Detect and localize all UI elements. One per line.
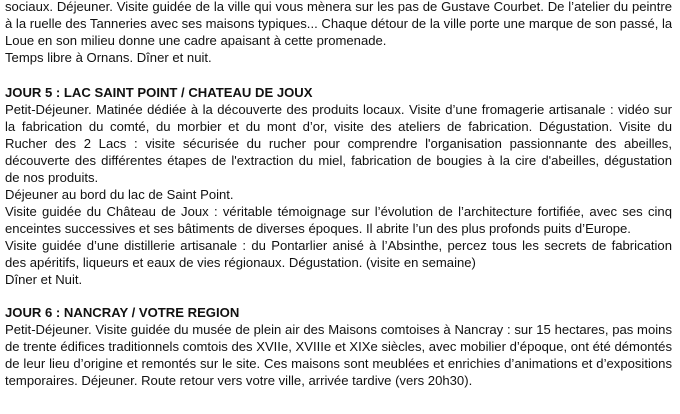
text-line: enceintes successives et ses bâtiments de diverses époques. Il abrite l’un des plus profonds puits d’Europe. — [5, 221, 631, 236]
intro-paragraph — [5, 0, 672, 66]
spacer — [5, 66, 672, 84]
text-line: Petit-Déjeuner. Matinée dédiée à la découverte des produits locaux. Visite d’une fromagerie artisanale : vidéo sur — [5, 102, 672, 117]
text-line: découverte des différentes étapes de l'extraction du miel, fabrication de bougies à la cire d'abeilles, dégustation — [5, 153, 672, 168]
day6-heading: JOUR 6 : NANCRAY / VOTRE REGION — [5, 305, 240, 320]
day5-heading: JOUR 5 : LAC SAINT POINT / CHATEAU DE JOUX — [5, 85, 313, 100]
text-line: à la ruelle des Tanneries avec ses maisons typiques... Chaque détour de la ville porte une marque de son passé, la — [5, 16, 672, 31]
text-line: Visite guidée d’une distillerie artisanale : du Pontarlier anisé à l’Absinthe, percez tous les secrets de fabrication — [5, 238, 672, 253]
text-line: des apéritifs, liqueurs et eaux de vies régionaux. Dégustation. (visite en semaine) — [5, 255, 476, 270]
day5-section — [5, 84, 672, 288]
text-line: Rucher des 2 Lacs : visite sécurisée du rucher pour comprendre l'organisation passionnante des abeilles, — [5, 136, 672, 151]
text-line: Temps libre à Ornans. Dîner et nuit. — [5, 50, 212, 65]
text-line: Loue en son milieu donne une cadre apaisant à cette promenade. — [5, 33, 387, 48]
text-line: sociaux. Déjeuner. Visite guidée de la ville qui vous mènera sur les pas de Gustave Courbet. De l’atelier du peintre — [5, 0, 672, 14]
text-line: Visite guidée du Château de Joux : véritable témoignage sur l’évolution de l’architecture fortifiée, avec ses cinq — [5, 204, 672, 219]
text-line: de leur lieu d’origine et remontés sur le site. Ces maisons sont meublées et enrichies d’animations et d’expositions — [5, 356, 672, 371]
text-line: de nos produits. — [5, 170, 99, 185]
text-line: Petit-Déjeuner. Visite guidée du musée de plein air des Maisons comtoises à Nancray : sur 15 hectares, pas moins — [5, 322, 672, 337]
text-line: Dîner et Nuit. — [5, 272, 83, 287]
text-line: la fabrication du comté, du morbier et du mont d’or, visite des ateliers de fabrication. Dégustation. Visite du — [5, 119, 672, 134]
spacer — [5, 288, 672, 304]
day6-section — [5, 304, 672, 389]
text-line: Déjeuner au bord du lac de Saint Point. — [5, 187, 234, 202]
text-line: temporaires. Déjeuner. Route retour vers votre ville, arrivée tardive (vers 20h30). — [5, 373, 473, 388]
text-line: de trente édifices traditionnels comtois des XVIIe, XVIIIe et XIXe siècles, avec mobilier d’époque, ont été démontés — [5, 339, 672, 354]
